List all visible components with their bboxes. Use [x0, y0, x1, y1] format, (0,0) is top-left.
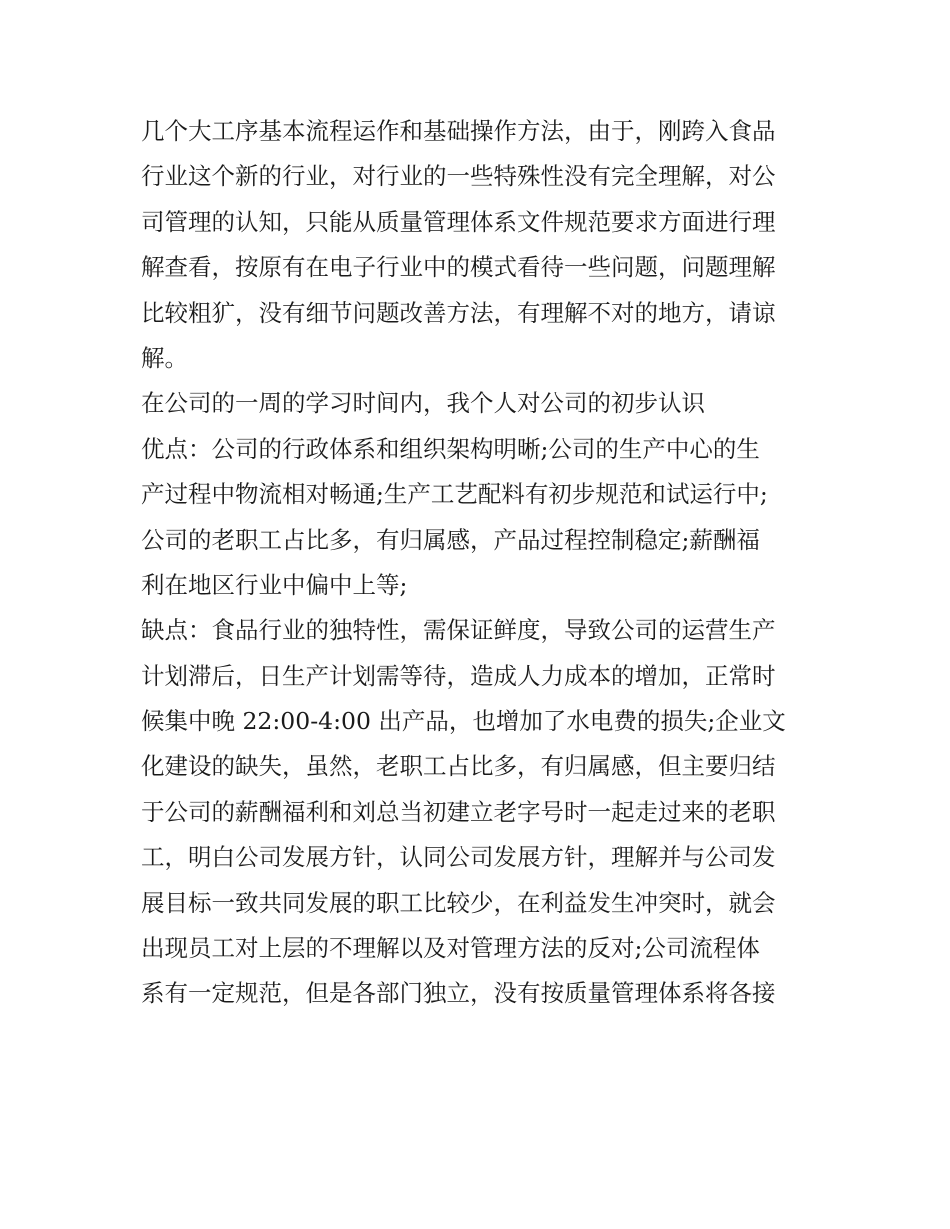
text-line: 在公司的一周的学习时间内，我个人对公司的初步认识: [141, 389, 705, 418]
text-line: 缺点：食品行业的独特性，需保证鲜度，导致公司的运营生产: [141, 616, 776, 645]
text-line: 展目标一致共同发展的职工比较少，在利益发生冲突时，就会: [141, 888, 776, 917]
document-body: [141, 109, 821, 1017]
text-line: 比较粗犷，没有细节问题改善方法，有理解不对的地方，请谅: [141, 298, 776, 327]
text-line: 解。: [141, 343, 188, 372]
text-line: 于公司的薪酬福利和刘总当初建立老字号时一起走过来的老职: [141, 797, 776, 826]
text-line: 几个大工序基本流程运作和基础操作方法，由于，刚跨入食品: [141, 117, 776, 145]
text-line: 解查看，按原有在电子行业中的模式看待一些问题，问题理解: [141, 253, 776, 282]
text-line: 工，明白公司发展方针，认同公司发展方针，理解并与公司发: [141, 843, 776, 872]
text-line: 候集中晚 22:00-4:00 出产品，也增加了水电费的损失;企业文: [141, 707, 786, 736]
text-line: 优点：公司的行政体系和组织架构明晰;公司的生产中心的生: [141, 434, 760, 463]
text-line: 公司的老职工占比多，有归属感，产品过程控制稳定;薪酬福: [141, 525, 760, 554]
text-line: 系有一定规范，但是各部门独立，没有按质量管理体系将各接: [141, 979, 776, 1008]
text-line: 行业这个新的行业，对行业的一些特殊性没有完全理解，对公: [141, 162, 776, 191]
text-line: 司管理的认知，只能从质量管理体系文件规范要求方面进行理: [141, 207, 776, 236]
text-line: 化建设的缺失，虽然，老职工占比多，有归属感，但主要归结: [141, 752, 776, 781]
text-line: 产过程中物流相对畅通;生产工艺配料有初步规范和试运行中;: [141, 480, 768, 509]
text-line: 出现员工对上层的不理解以及对管理方法的反对;公司流程体: [141, 934, 760, 963]
text-line: 计划滞后，日生产计划需等待，造成人力成本的增加，正常时: [141, 661, 776, 690]
text-line: 利在地区行业中偏中上等;: [141, 570, 408, 599]
